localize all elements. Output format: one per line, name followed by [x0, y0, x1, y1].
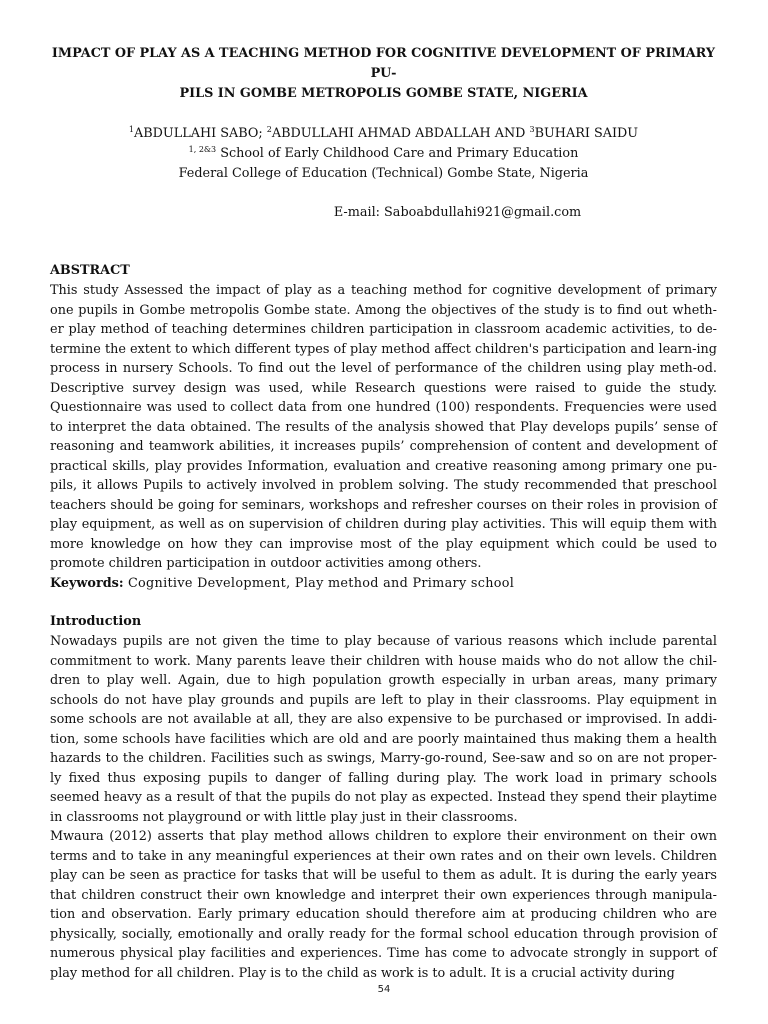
paper-title [50, 44, 717, 104]
keywords-label: Keywords: [50, 575, 124, 591]
keywords-text: Cognitive Development, Play method and Primary school [123, 575, 515, 591]
abstract-text: This study Assessed the impact of play as a teaching method for cognitive development of primary one pupils in Gombe metropolis Gombe state. Among the objectives of the study is to find out wheth-er play method of teaching determines children participation in classroom academic activities, to de-termine the extent to which different types of play method affect children's participation and learn-ing process in nursery Schools. To find out the level of performance of the children using play meth-od. Descriptive survey design was used, while Research questions were raised to guide the study. Questionnaire was used to collect data from one hundred (100) respondents. Frequencies were used to interpret the data obtained. The results of the analysis showed that Play develops pupils’ sense of reasoning and teamwork abilities, it increases pupils’ comprehension of content and development of practical skills, play provides Information, evaluation and creative reasoning among primary one pu-pils, it allows Pupils to actively involved in problem solving. The study recommended that preschool teachers should be going for seminars, workshops and refresher courses on their roles in provision of play equipment, as well as on supervision of children during play activities. This will equip them with more knowledge on how they can improvise most of the play equipment which could be used to promote children participation in outdoor activities among others. [50, 283, 717, 571]
affiliation-line-1 [50, 144, 717, 164]
author-3: BUHARI SAIDU [534, 126, 639, 141]
title-line-2: PILS IN GOMBE METROPOLIS GOMBE STATE, NIGERIA [179, 86, 588, 101]
introduction-paragraph-2: Mwaura (2012) asserts that play method allows children to explore their environment on their own terms and to take in any meaningful experiences at their own rates and on their own levels. Children play can be seen as practice for tasks that will be useful to them as adult. It is during the early years that children construct their own knowledge and interpret their own experiences through manipula-tion and observation. Early primary education should therefore aim at producing children who are physically, socially, emotionally and orally ready for the formal school education through provision of numerous physical play facilities and experiences. Time has come to advocate strongly in support of play method for all children. Play is to the child as work is to adult. It is a crucial activity during [50, 829, 717, 981]
author-1-sup: 1 [128, 125, 135, 134]
author-3-sup: 3 [529, 125, 535, 134]
affiliation-school: School of Early Childhood Care and Primary Education [216, 146, 579, 161]
page-number: 54 [377, 984, 391, 995]
author-2-sup: 2 [266, 125, 272, 134]
introduction-heading: Introduction [50, 614, 142, 629]
author-2: ABDULLAHI AHMAD ABDALLAH AND [271, 126, 530, 141]
title-line-1: IMPACT OF PLAY AS A TEACHING METHOD FOR COGNITIVE DEVELOPMENT OF PRIMARY PU- [51, 46, 716, 81]
paper-page [50, 36, 717, 983]
author-list [50, 124, 717, 144]
introduction-paragraph-1: Nowadays pupils are not given the time to play because of various reasons which include parental commitment to work. Many parents leave their children with house maids who do not allow the chil-dren to play well. Again, due to high population growth especially in urban areas, many primary schools do not have play grounds and pupils are left to play in their classrooms. Play equipment in some schools are not available at all, they are also expensive to be purchased or improvised. In addi-tion, some schools have facilities which are old and are poorly maintained thus making them a health hazards to the children. Facilities such as swings, Marry-go-round, See-saw and so on are not proper-ly fixed thus exposing pupils to danger of falling during play. The work load in primary schools seemed heavy as a result of that the pupils do not play as expected. Instead they spend their playtime in classrooms not playground or with little play just in their classrooms. [50, 634, 717, 825]
affiliation-sup: 1, 2&3 [188, 145, 217, 154]
author-email: E-mail: Saboabdullahi921@gmail.com [333, 205, 582, 220]
abstract-heading: ABSTRACT [50, 263, 130, 278]
affiliation-line-2: Federal College of Education (Technical) Gombe State, Nigeria [178, 166, 589, 181]
author-1: ABDULLAHI SABO; [134, 126, 267, 141]
keywords-line [50, 574, 717, 594]
